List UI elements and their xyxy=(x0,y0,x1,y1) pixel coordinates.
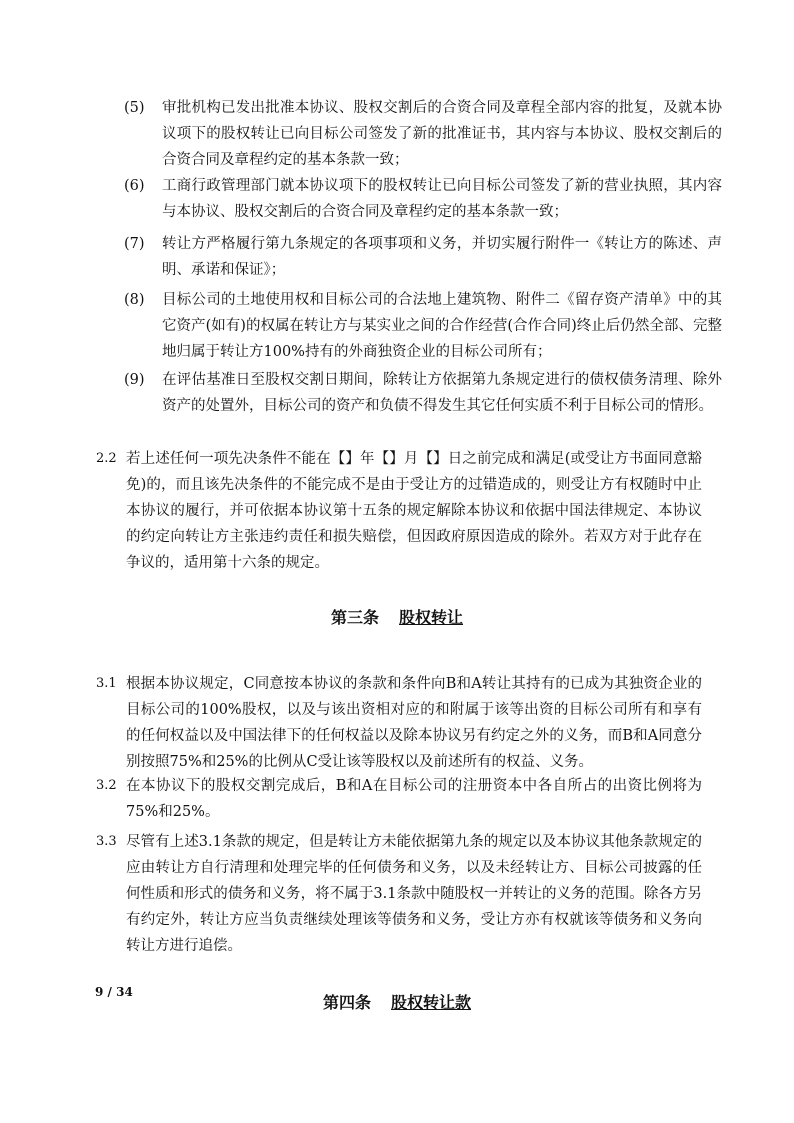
article-number: 第四条 xyxy=(322,993,371,1012)
article-3-heading xyxy=(0,605,794,628)
clause-number: 3.2 xyxy=(96,778,117,793)
condition-number: (8) xyxy=(124,292,145,308)
article-title: 股权转让 xyxy=(399,608,464,627)
condition-text: 审批机构已发出批准本协议、股权交割后的合资合同及章程全部内容的批复，及就本协议项下的股权转让已向目标公司签发了新的批准证书，其内容与本协议、股权交割后的合资合同及章程约定的基本条款一致； xyxy=(162,100,722,168)
article-number: 第三条 xyxy=(330,608,379,627)
condition-text: 工商行政管理部门就本协议项下的股权转让已向目标公司签发了新的营业执照，其内容与本协议、股权交割后的合资合同及章程约定的基本条款一致； xyxy=(162,178,722,220)
page-number: 9 / 34 xyxy=(95,985,133,999)
clause-number: 3.1 xyxy=(96,676,117,691)
article-title: 股权转让款 xyxy=(391,993,472,1012)
condition-text: 在评估基准日至股权交割日期间，除转让方依据第九条规定进行的债权债务清理、除外资产的处置外，目标公司的资产和负债不得发生其它任何实质不利于目标公司的情形。 xyxy=(162,372,722,414)
condition-number: (6) xyxy=(124,178,145,194)
clause-number: 3.3 xyxy=(96,834,117,849)
condition-text: 转让方严格履行第九条规定的各项事项和义务，并切实履行附件一《转让方的陈述、声明、承诺和保证》； xyxy=(162,236,722,278)
condition-number: (7) xyxy=(124,236,145,252)
condition-number: (5) xyxy=(124,100,145,116)
clause-text: 尽管有上述3.1条款的规定，但是转让方未能依据第九条的规定以及本协议其他条款规定的应由转让方自行清理和处理完毕的任何债务和义务，以及未经转让方、目标公司披露的任何性质和形式的债务和义务，将不属于3.1条款中随股权一并转让的义务的范围。除各方另有约定外，转让方应当负责继续处理该等债务和义务，受让方亦有权就该等债务和义务向转让方进行追偿。 xyxy=(126,834,702,954)
clause-number: 2.2 xyxy=(96,451,117,466)
clause-text: 在本协议下的股权交割完成后，B和A在目标公司的注册资本中各自所占的出资比例将为75%和25%。 xyxy=(126,778,702,820)
condition-text: 目标公司的土地使用权和目标公司的合法地上建筑物、附件二《留存资产清单》中的其它资产(如有)的权属在转让方与某实业之间的合作经营(合作合同)终止后仍然全部、完整地归属于转让方100%持有的外商独资企业的目标公司所有； xyxy=(162,292,722,360)
clause-text: 根据本协议规定，C同意按本协议的条款和条件向B和A转让其持有的已成为其独资企业的目标公司的100%股权，以及与该出资相对应的和附属于该等出资的目标公司所有和享有的任何权益以及中国法律下的任何权益以及除本协议另有约定之外的义务，而B和A同意分别按照75%和25%的比例从C受让该等股权以及前述所有的权益、义务。 xyxy=(126,676,702,770)
condition-number: (9) xyxy=(124,372,145,388)
clause-text: 若上述任何一项先决条件不能在【】年【】月【】日之前完成和满足(或受让方书面同意豁免)的，而且该先决条件的不能完成不是由于受让方的过错造成的，则受让方有权随时中止本协议的履行，并可依据本协议第十五条的规定解除本协议和依据中国法律规定、本协议的约定向转让方主张违约责任和损失赔偿，但因政府原因造成的除外。若双方对于此存在争议的，适用第十六条的规定。 xyxy=(126,451,702,571)
